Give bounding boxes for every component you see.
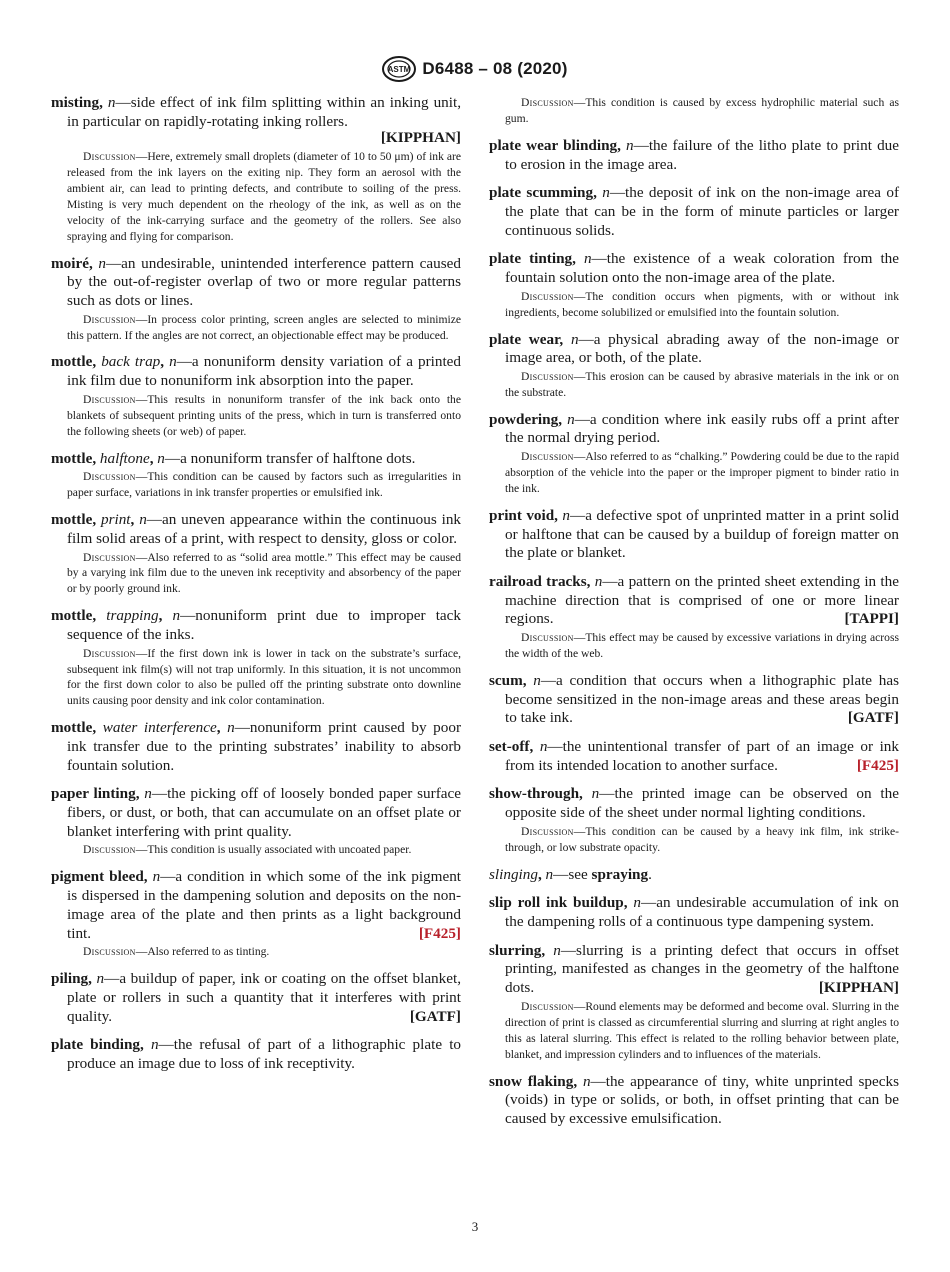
definition-line bbox=[51, 719, 461, 775]
term: mottle, bbox=[51, 353, 97, 371]
discussion-label: Discussion bbox=[83, 843, 136, 857]
term-qualifier: water interference bbox=[102, 719, 217, 737]
discussion-note bbox=[67, 469, 461, 501]
definition-line bbox=[489, 137, 899, 174]
term: mottle, bbox=[51, 511, 97, 529]
term: mottle, bbox=[51, 719, 97, 737]
discussion-label: Discussion bbox=[83, 550, 136, 564]
definition-line bbox=[51, 785, 461, 841]
definition-text: —the refusal of part of a lithographic plate to produce an image due to loss of ink receptivity. bbox=[67, 1036, 462, 1072]
page-header bbox=[0, 56, 950, 87]
term-comma: , bbox=[216, 719, 221, 737]
definition-line bbox=[51, 970, 461, 1026]
glossary-entry bbox=[489, 250, 899, 320]
term-comma: , bbox=[158, 607, 163, 625]
term: set-off, bbox=[489, 738, 534, 756]
glossary-entry bbox=[489, 184, 899, 240]
definition-text: —a physical abrading away of the non-image or image area, or both, of the plate. bbox=[505, 330, 900, 367]
term: plate binding, bbox=[51, 1036, 144, 1054]
discussion-note bbox=[67, 392, 461, 440]
definition-text: —an undesirable accumulation of ink on the dampening rolls of a continuous type dampening system. bbox=[505, 894, 900, 931]
definition-text: —a defective spot of unprinted matter in a print solid or halftone that can be caused by a buildup of foreign matter on the plate or blanket. bbox=[505, 506, 900, 562]
definition-text: —a pattern on the printed sheet extending in the machine direction that is comprised of one or more linear regions. bbox=[505, 573, 899, 628]
definition-text: —the deposit of ink on the non-image area of the plate that can be in the form of minute particles or larger continuous solids. bbox=[505, 184, 899, 239]
term: powdering, bbox=[489, 410, 562, 428]
term: plate wear, bbox=[489, 330, 564, 348]
part-of-speech: n bbox=[545, 865, 554, 883]
see-end: . bbox=[648, 865, 652, 883]
definition-text: —an uneven appearance within the continuous ink film solid areas of a print, with respect to density, gloss or color. bbox=[67, 511, 462, 547]
page-number: 3 bbox=[471, 1219, 479, 1234]
reference-tag: [GATF] bbox=[409, 1007, 461, 1025]
discussion-note bbox=[505, 824, 899, 856]
definition-text: —nonuniform print caused by poor ink transfer due to the printing substrates’ inability to absorb fountain solution. bbox=[67, 719, 461, 774]
discussion-text: —This condition can be caused by factors such as irregularities in paper surface, variations in ink transfer properties or emulsified ink. bbox=[67, 470, 461, 500]
discussion-note bbox=[67, 550, 461, 598]
discussion-label: Discussion bbox=[521, 450, 574, 464]
right-column bbox=[489, 94, 899, 1139]
definition-line bbox=[51, 353, 461, 390]
logo-label: ASTM bbox=[388, 65, 411, 74]
discussion-label: Discussion bbox=[83, 150, 136, 164]
discussion-text: —This effect may be caused by excessive variations in drying across the width of the web. bbox=[505, 631, 899, 661]
term-comma: , bbox=[537, 865, 546, 883]
glossary-entry bbox=[489, 411, 899, 497]
definition-line bbox=[489, 785, 899, 822]
glossary-entry bbox=[51, 255, 461, 344]
see-text: —see bbox=[553, 865, 592, 883]
term: slip roll ink buildup, bbox=[489, 894, 628, 912]
document-id: D6488 – 08 (2020) bbox=[422, 59, 568, 78]
part-of-speech: n bbox=[562, 506, 570, 524]
definition-line bbox=[489, 184, 899, 240]
definition-text: —a condition that occurs when a lithographic plate has become sensitized in the non-image areas and these areas begin to take ink. bbox=[505, 671, 900, 727]
discussion-label: Discussion bbox=[521, 824, 574, 838]
definition-text: —the printed image can be observed on the opposite side of the sheet under normal lighting conditions. bbox=[505, 785, 899, 822]
part-of-speech: n bbox=[567, 410, 575, 428]
glossary-entry bbox=[489, 573, 899, 662]
discussion-label: Discussion bbox=[83, 312, 136, 326]
discussion-text: —This condition is caused by excess hydrophilic material such as gum. bbox=[505, 96, 899, 125]
term: scum, bbox=[489, 671, 527, 689]
reference-tag: [F425] bbox=[418, 924, 461, 942]
reference-tag: [TAPPI] bbox=[844, 610, 899, 628]
glossary-entry bbox=[51, 719, 461, 775]
glossary-entry bbox=[51, 868, 461, 960]
part-of-speech: n bbox=[583, 250, 592, 268]
see-target: spraying bbox=[591, 865, 649, 883]
discussion-text: —In process color printing, screen angles are selected to minimize this pattern. If the angles are not correct, an objectionable effect may be produced. bbox=[67, 312, 461, 342]
term: mottle, bbox=[51, 449, 97, 467]
definition-line bbox=[489, 866, 899, 885]
term: paper linting, bbox=[51, 785, 140, 803]
discussion-note bbox=[505, 95, 899, 127]
reference-tag: [F425] bbox=[856, 756, 899, 774]
term: slurring, bbox=[489, 941, 546, 959]
glossary-entry bbox=[489, 95, 899, 127]
definition-line bbox=[489, 331, 899, 368]
definition-text: —the existence of a weak coloration from the fountain solution onto the non-image area of the plate. bbox=[505, 250, 900, 287]
part-of-speech: n bbox=[591, 785, 600, 803]
glossary-entry bbox=[51, 450, 461, 502]
term: show-through, bbox=[489, 785, 583, 803]
discussion-note bbox=[67, 312, 461, 344]
glossary-entry bbox=[489, 137, 899, 174]
glossary-entry bbox=[51, 353, 461, 439]
term: piling, bbox=[51, 970, 92, 988]
definition-text: —slurring is a printing defect that occurs in offset printing, manifested as changes in the geometry of the halftone dots. bbox=[505, 941, 899, 997]
glossary-entry bbox=[489, 785, 899, 855]
term-qualifier: print bbox=[100, 511, 131, 529]
term: plate tinting, bbox=[489, 250, 576, 268]
reference-tag: [KIPPHAN] bbox=[818, 979, 899, 997]
term: moiré, bbox=[51, 254, 93, 272]
discussion-text: —The condition occurs when pigments, with or without ink ingredients, become solubilized or emulsified into the fountain solution. bbox=[505, 289, 899, 319]
definition-line bbox=[51, 511, 461, 548]
glossary-entry bbox=[489, 942, 899, 1063]
discussion-label: Discussion bbox=[83, 470, 136, 484]
glossary-entry bbox=[489, 738, 899, 775]
definition-text: —a condition in which some of the ink pigment is dispersed in the dampening solution and deposits on the non-image area of the plate and then prints as a light background tint. bbox=[67, 868, 462, 942]
discussion-label: Discussion bbox=[521, 96, 574, 109]
term: print void, bbox=[489, 506, 558, 524]
part-of-speech: n bbox=[98, 254, 106, 272]
definition-line bbox=[489, 507, 899, 563]
definition-line bbox=[489, 411, 899, 448]
discussion-note bbox=[505, 289, 899, 321]
part-of-speech: n bbox=[539, 738, 548, 756]
discussion-label: Discussion bbox=[83, 945, 136, 959]
term-comma: , bbox=[130, 511, 135, 529]
discussion-label: Discussion bbox=[83, 392, 136, 406]
glossary-entry bbox=[51, 970, 461, 1026]
definition-line bbox=[51, 94, 461, 131]
term: misting, bbox=[51, 94, 103, 111]
definition-text: —nonuniform print due to improper tack sequence of the inks. bbox=[67, 607, 461, 643]
part-of-speech: n bbox=[172, 607, 181, 625]
part-of-speech: n bbox=[96, 970, 105, 988]
part-of-speech: n bbox=[594, 573, 603, 590]
discussion-label: Discussion bbox=[521, 369, 574, 383]
definition-line bbox=[489, 942, 899, 998]
definition-line bbox=[51, 607, 461, 644]
glossary-entry bbox=[489, 866, 899, 885]
discussion-text: —This condition can be caused by a heavy ink film, ink strike-through, or low substrate opacity. bbox=[505, 824, 899, 854]
definition-line bbox=[489, 738, 899, 775]
glossary-entry bbox=[51, 1036, 461, 1073]
definition-line bbox=[489, 250, 899, 287]
definition-text: —the unintentional transfer of part of an image or ink from its intended location to another surface. bbox=[505, 738, 899, 774]
discussion-note bbox=[505, 369, 899, 401]
discussion-label: Discussion bbox=[521, 631, 574, 645]
definition-text: —a buildup of paper, ink or coating on the offset blanket, plate or rollers in such a quantity that it interferes with print quality. bbox=[67, 970, 462, 1025]
part-of-speech: n bbox=[227, 719, 235, 737]
reference-tag: [GATF] bbox=[847, 709, 899, 727]
term: railroad tracks, bbox=[489, 573, 591, 590]
discussion-note bbox=[67, 944, 461, 960]
part-of-speech: n bbox=[570, 330, 579, 348]
left-column bbox=[51, 94, 461, 1084]
discussion-text: —Also referred to as “chalking.” Powdering could be due to the rapid absorption of the vehicle into the paper or the improper pigment to binder ratio in the ink. bbox=[505, 450, 899, 495]
discussion-note bbox=[67, 149, 461, 244]
definition-line bbox=[489, 672, 899, 728]
definition-text: —a condition where ink easily rubs off a print after the normal drying period. bbox=[505, 410, 900, 447]
glossary-entry bbox=[51, 94, 461, 245]
glossary-entry bbox=[489, 894, 899, 931]
term-qualifier: back trap bbox=[101, 353, 161, 371]
part-of-speech: n bbox=[157, 449, 165, 467]
definition-text: —an undesirable, unintended interference pattern caused by the out-of-register overlap of two or more regular patterns such as dots or lines. bbox=[67, 254, 461, 309]
discussion-text: —Round elements may be deformed and become oval. Slurring in the direction of print is classed as circumferential slurring and slurring at right angles to this as lateral slurring. This effect is related to the rolling behavior between plate, blanket, and impression cylinders and to influences of the materials. bbox=[505, 999, 899, 1061]
glossary-entry bbox=[51, 607, 461, 709]
term-qualifier: trapping bbox=[106, 607, 159, 625]
glossary-entry bbox=[489, 331, 899, 401]
discussion-label: Discussion bbox=[521, 289, 574, 303]
part-of-speech: n bbox=[152, 868, 161, 886]
glossary-entry bbox=[489, 672, 899, 728]
discussion-note bbox=[505, 449, 899, 497]
discussion-text: —This erosion can be caused by abrasive materials in the ink or on the substrate. bbox=[505, 369, 899, 399]
definition-line bbox=[489, 573, 899, 629]
part-of-speech: n bbox=[602, 184, 610, 202]
discussion-note bbox=[67, 842, 461, 858]
discussion-note bbox=[505, 630, 899, 662]
part-of-speech: n bbox=[633, 894, 642, 912]
part-of-speech: n bbox=[533, 671, 541, 689]
definition-text: —the failure of the litho plate to print due to erosion in the image area. bbox=[505, 136, 899, 173]
reference-tag: [KIPPHAN] bbox=[380, 129, 461, 147]
definition-line bbox=[51, 1036, 461, 1073]
discussion-text: —If the first down ink is lower in tack on the substrate’s surface, subsequent ink film(s) will not trap uniformly. In this situation, it is not uncommon for the first down color to also be pulled off the printing substrate onto downline units causing poor density and ink color contamination. bbox=[67, 646, 461, 708]
part-of-speech: n bbox=[139, 511, 147, 529]
definition-text: —the picking off of loosely bonded paper surface fibers, or dust, or both, that can accumulate on an offset plate or blanket interfering with print quality. bbox=[67, 785, 461, 840]
definition-text: —a nonuniform transfer of halftone dots. bbox=[164, 449, 416, 467]
glossary-entry bbox=[51, 511, 461, 597]
cross-ref-term: slinging bbox=[489, 865, 538, 883]
discussion-label: Discussion bbox=[521, 999, 574, 1013]
term: snow flaking, bbox=[489, 1072, 578, 1090]
term: pigment bleed, bbox=[51, 868, 148, 886]
definition-line bbox=[489, 894, 899, 931]
term: plate scumming, bbox=[489, 184, 597, 202]
part-of-speech: n bbox=[169, 353, 177, 371]
term: mottle, bbox=[51, 607, 97, 625]
term: plate wear blinding, bbox=[489, 136, 621, 154]
discussion-note bbox=[67, 646, 461, 710]
definition-text: —the appearance of tiny, white unprinted specks (voids) in type or solids, or both, in offset printing that can be caused by excessive emulsification. bbox=[505, 1072, 900, 1127]
discussion-text: —Also referred to as “solid area mottle.” This effect may be caused by a varying ink film due to the uneven ink receptivity and absorbency of the paper or by poorly ground ink. bbox=[67, 550, 461, 596]
part-of-speech: n bbox=[150, 1036, 159, 1054]
term-comma: , bbox=[149, 449, 154, 467]
part-of-speech: n bbox=[582, 1072, 591, 1090]
discussion-text: —Here, extremely small droplets (diameter of 10 to 50 μm) of ink are released from the ink layers on the exiting nip. They form an aerosol with the ambient air, can lead to printing defects, and contribute to soiling of the press. Misting is very much dependent on the rheology of the ink, as well as on the velocity of the ink-carrying surface and the geometry of the rollers. See also spraying and flying for comparison. bbox=[67, 150, 461, 243]
discussion-note bbox=[505, 999, 899, 1063]
discussion-text: —Also referred to as tinting. bbox=[135, 945, 270, 959]
definition-text: —side effect of ink film splitting within an inking unit, in particular on rapidly-rotating inking rollers. bbox=[67, 94, 462, 130]
glossary-entry bbox=[489, 1073, 899, 1129]
glossary-entry bbox=[489, 507, 899, 563]
term-comma: , bbox=[160, 353, 165, 371]
astm-logo-icon bbox=[382, 56, 416, 82]
term-qualifier: halftone bbox=[99, 449, 150, 467]
part-of-speech: n bbox=[626, 136, 634, 154]
definition-line bbox=[51, 450, 461, 469]
discussion-text: —This results in nonuniform transfer of the ink back onto the blankets of subsequent printing units of the press, which in turn is transferred onto the following sheets (or web) of paper. bbox=[67, 392, 461, 438]
definition-line bbox=[51, 255, 461, 311]
discussion-text: —This condition is usually associated with uncoated paper. bbox=[135, 843, 412, 857]
discussion-label: Discussion bbox=[83, 646, 136, 660]
part-of-speech: n bbox=[107, 94, 116, 111]
definition-line bbox=[489, 1073, 899, 1129]
definition-text: —a nonuniform density variation of a printed ink film due to nonuniform ink absorption into the paper. bbox=[67, 353, 462, 390]
part-of-speech: n bbox=[553, 941, 561, 959]
definition-line bbox=[51, 868, 461, 943]
glossary-entry bbox=[51, 785, 461, 858]
part-of-speech: n bbox=[144, 785, 152, 803]
